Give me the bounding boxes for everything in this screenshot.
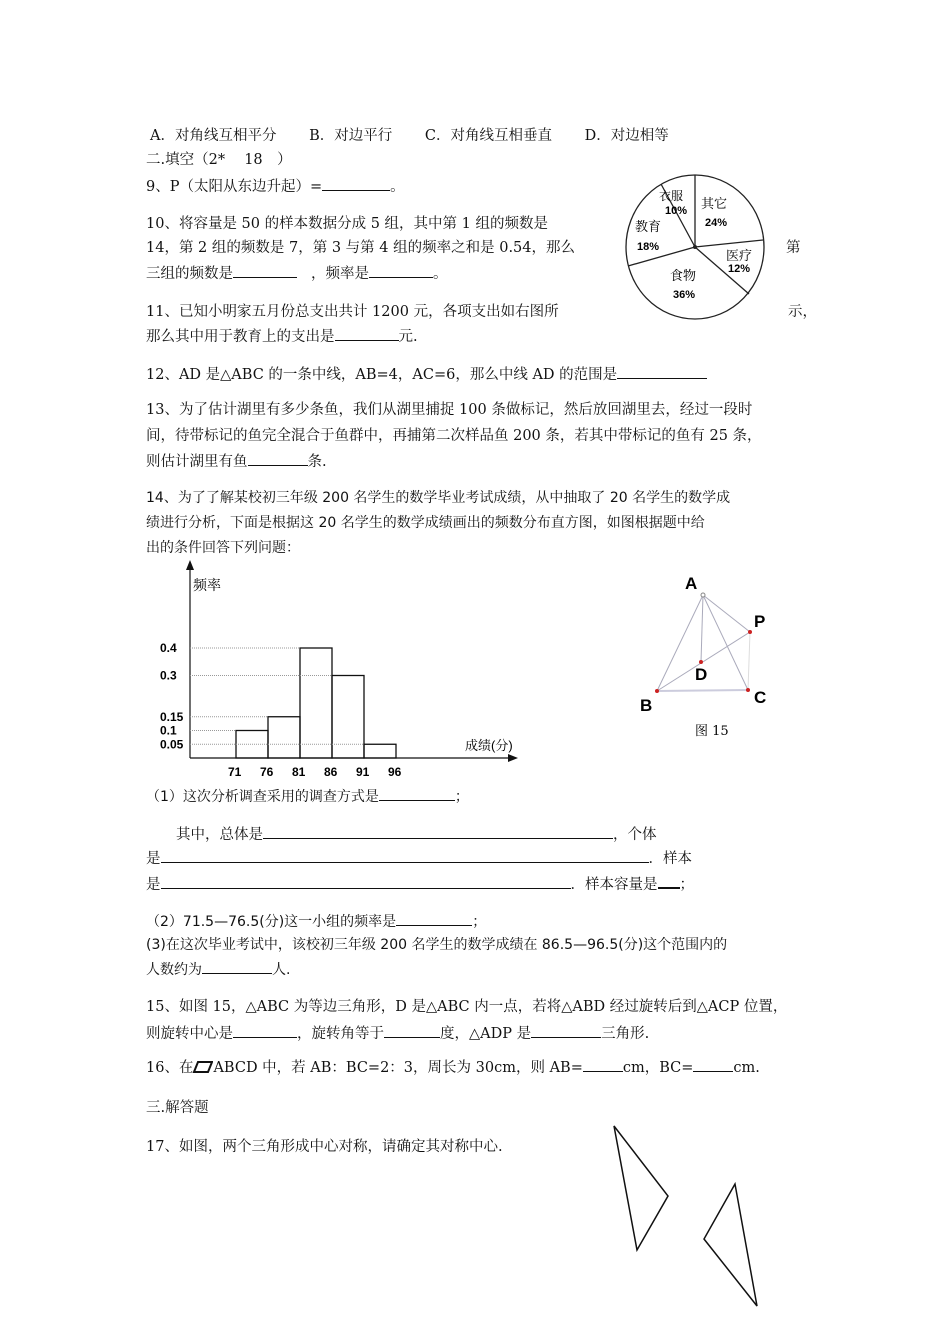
pie-pct: 24% <box>705 217 728 229</box>
histogram-bar <box>268 717 300 758</box>
pie-label: 医疗 <box>726 248 753 263</box>
answer-blank[interactable] <box>531 1023 601 1038</box>
x-axis-label: 成绩(分) <box>465 738 513 753</box>
q17: 17、如图，两个三角形成中心对称，请确定其对称中心. <box>146 1139 503 1155</box>
q10-line1: 10、将容量是 50 的样本数据分成 5 组，其中第 1 组的频数是 <box>146 216 549 232</box>
pie-pct: 18% <box>637 241 660 253</box>
label: 则旋转中心是 <box>146 1026 233 1042</box>
pie-label: 其它 <box>701 196 728 211</box>
pie-label: 食物 <box>670 268 697 283</box>
q14-2-text: （2）71.5—76.5(分)这一小组的频率是 <box>146 914 397 930</box>
histogram-bar <box>300 648 332 758</box>
x-tick-label: 96 <box>388 765 402 779</box>
pie-pct: 12% <box>728 263 751 275</box>
y-tick-label: 0.3 <box>160 668 177 683</box>
q13-text: 则估计湖里有鱼 <box>146 454 248 470</box>
answer-blank[interactable] <box>384 1023 440 1038</box>
q10-line2: 14，第 2 组的频数是 7，第 3 与第 4 组的频率之和是 0.54，那么 <box>146 240 576 256</box>
triangle-2 <box>704 1184 757 1306</box>
x-tick-label: 76 <box>260 765 274 779</box>
q14-1-text: （1）这次分析调查采用的调查方式是 <box>146 789 379 805</box>
pie-label: 衣服 <box>659 189 684 203</box>
q11-end: 元. <box>398 329 418 345</box>
answer-blank[interactable] <box>583 1057 623 1072</box>
label: 度，△ADP 是 <box>440 1026 532 1042</box>
label: ABCD 中，若 AB：BC=2：3，周长为 30cm，则 AB= <box>213 1060 583 1076</box>
y-tick-label: 0.1 <box>160 723 177 738</box>
pie-pct: 36% <box>673 289 696 301</box>
y-axis-arrow <box>186 560 194 570</box>
point-b: B <box>640 696 653 715</box>
q14-population <box>176 824 657 845</box>
q15-line2 <box>146 1023 649 1044</box>
section-fill-blank: 二.填空（2* 18 ） <box>146 152 292 168</box>
q15-line1: 15、如图 15，△ABC 为等边三角形，D 是△ABC 内一点，若将△ABD 经过旋转后到△ACP 位置， <box>146 999 788 1015</box>
q14-part2 <box>146 911 486 932</box>
pie-pct: 10% <box>665 205 688 217</box>
answer-blank[interactable] <box>379 786 455 801</box>
y-axis-label: 频率 <box>193 577 221 593</box>
q10-end: 。 <box>433 266 448 282</box>
figure-caption: 图 15 <box>695 724 729 739</box>
label: ，个体 <box>613 827 657 843</box>
option-d: D．对边相等 <box>584 128 669 144</box>
q14-part3-line1: (3)在这次毕业考试中，该校初三年级 200 名学生的数学成绩在 86.5—96.5(分)这个范围内的 <box>146 937 728 953</box>
q14-1-end: ； <box>454 789 469 805</box>
option-a: A．对角线互相平分 <box>150 128 277 144</box>
label: 其中，总体是 <box>176 827 263 843</box>
q9-text: 9、P（太阳从东边升起）= <box>146 179 323 195</box>
q11-line1: 11、已知小明家五月份总支出共计 1200 元，各项支出如右图所 <box>146 304 559 320</box>
label: ，旋转角等于 <box>297 1026 384 1042</box>
histogram-bar <box>332 676 364 759</box>
label: cm. <box>733 1060 760 1076</box>
q14-line3: 出的条件回答下列问题： <box>146 540 300 556</box>
q14-sample <box>146 873 694 895</box>
label: 人数约为 <box>146 962 202 978</box>
label: ．样本容量是 <box>570 877 658 893</box>
answer-blank[interactable] <box>263 824 613 839</box>
q9-end: 。 <box>390 179 405 195</box>
label: ．样本 <box>648 851 692 867</box>
q12-text: 12、AD 是△ABC 的一条中线，AB=4，AC=6，那么中线 AD 的范围是 <box>146 367 618 383</box>
label: 是 <box>146 877 161 893</box>
q14-part3-line2 <box>146 959 290 980</box>
label: 人. <box>272 962 291 978</box>
answer-blank[interactable] <box>396 911 472 926</box>
y-tick-label: 0.4 <box>160 641 177 655</box>
section-solve: 三.解答题 <box>146 1100 209 1116</box>
option-b: B．对边平行 <box>309 128 393 144</box>
triangle-1 <box>614 1126 668 1250</box>
q10-text: ，频率是 <box>311 266 369 282</box>
q14-line1: 14、为了了解某校初三年级 200 名学生的数学毕业考试成绩，从中抽取了 20 名学生的数学成 <box>146 490 731 506</box>
q11-line1-end: 示， <box>788 304 817 320</box>
label: 是 <box>146 851 161 867</box>
q10-text: 三组的频数是 <box>146 266 233 282</box>
label: 三角形. <box>601 1026 650 1042</box>
x-tick-label: 91 <box>356 765 370 779</box>
y-tick-label: 0.05 <box>160 737 184 752</box>
x-tick-label: 86 <box>324 765 338 779</box>
q14-part1 <box>146 786 469 807</box>
answer-blank[interactable] <box>693 1057 733 1072</box>
x-tick-label: 81 <box>292 765 306 779</box>
q14-line2: 绩进行分析，下面是根据这 20 名学生的数学成绩画出的频数分布直方图，如图根据题中给 <box>146 515 705 531</box>
answer-blank[interactable] <box>658 873 680 889</box>
pie-label: 教育 <box>635 219 662 234</box>
q14-individual <box>146 848 692 869</box>
option-c: C．对角线互相垂直 <box>424 128 552 144</box>
q13-end: 条. <box>307 454 327 470</box>
point-d: D <box>695 665 708 684</box>
point-p: P <box>754 612 766 631</box>
point-a: A <box>685 574 698 593</box>
q14-2-end: ； <box>472 914 487 930</box>
x-tick-label: 71 <box>228 765 242 779</box>
x-axis-arrow <box>508 754 518 762</box>
answer-blank[interactable] <box>233 1023 297 1038</box>
q13-line2: 间，待带标记的鱼完全混合于鱼群中，再捕第二次样品鱼 200 条，若其中带标记的鱼有 25 条， <box>146 428 762 444</box>
parallelogram-icon <box>193 1061 213 1073</box>
answer-blank[interactable] <box>161 848 649 863</box>
answer-blank[interactable] <box>202 959 272 974</box>
figure-15 <box>630 565 790 755</box>
q13-line1: 13、为了估计湖里有多少条鱼，我们从湖里捕捉 100 条做标记，然后放回湖里去，经过一段时 <box>146 402 753 418</box>
answer-blank[interactable] <box>161 874 571 889</box>
label: cm，BC= <box>622 1060 694 1076</box>
symmetric-triangles <box>600 1115 780 1315</box>
q10-line2-end: 第 <box>786 240 801 256</box>
histogram-bar <box>364 744 396 758</box>
label: 16、在 <box>146 1060 194 1076</box>
q11-text: 那么其中用于教育上的支出是 <box>146 329 335 345</box>
y-tick-label: 0.15 <box>160 709 184 724</box>
q16 <box>146 1057 760 1078</box>
label: ； <box>679 877 694 893</box>
point-c: C <box>754 688 767 707</box>
